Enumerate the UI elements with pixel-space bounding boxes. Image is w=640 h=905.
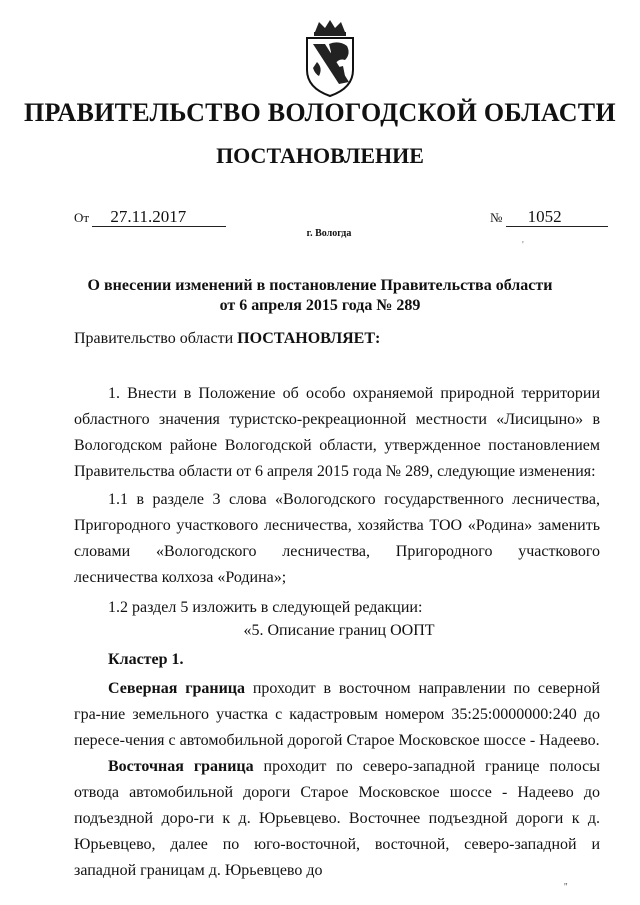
north-boundary-paragraph <box>74 676 600 754</box>
cluster-heading: Кластер 1. <box>108 651 184 668</box>
document-date <box>74 208 226 227</box>
tick-mark: ' <box>522 240 524 251</box>
decree-prefix: Правительство области <box>74 330 234 347</box>
decree-statement <box>74 330 380 348</box>
north-boundary-text: проходит в восточном направлении по северной гра-ние земельного участка с кадастровым номером 35:25:0000000:240 до пересе-чения с автомобильной дорогой Старое Московское шоссе - Надеево. <box>74 680 601 749</box>
date-prefix: От <box>74 210 90 225</box>
coat-of-arms-emblem <box>299 18 361 98</box>
section-heading: «5. Описание границ ООПТ <box>243 622 435 639</box>
city-label: г. Вологда <box>306 228 352 239</box>
document-subject <box>60 276 580 316</box>
subject-line-2: от 6 апреля 2015 года № 289 <box>219 297 421 314</box>
subject-line-1: О внесении изменений в постановление Правительства области <box>87 277 553 294</box>
date-value: 27.11.2017 <box>92 208 226 227</box>
east-boundary-text: проходит по северо-западной границе полосы отвода автомобильной дороги Старое Московское шоссе - Надеево до подъездной доро-ги к д. Юрьевцево. Восточнее подъездной дороги к д. Юрьевцево, далее по юго-восточной, восточной, северо-западной и западной границам д. Юрьевцево до <box>74 758 600 879</box>
government-title: ПРАВИТЕЛЬСТВО ВОЛОГОДСКОЙ ОБЛАСТИ <box>24 98 616 127</box>
east-boundary-label: Восточная граница <box>108 758 254 775</box>
document-type: ПОСТАНОВЛЕНИЕ <box>216 143 424 168</box>
north-boundary-label: Северная граница <box>108 680 246 697</box>
number-value: 1052 <box>506 208 608 227</box>
paragraph-1-1: 1.1 в разделе 3 слова «Вологодского государственного лесничества, Пригородного участкового лесничества, хозяйства ТОО «Родина» заменить словами «Вологодского лесничества, Пригородного участкового лесничества колхоза «Родина»; <box>74 491 600 586</box>
document-number <box>490 208 608 227</box>
paragraph-1: 1. Внести в Положение об особо охраняемой природной территории областного значения туристско-рекреационной местности «Лисицыно» в Вологодском районе Вологодской области, утвержденное постановлением Правительства области от 6 апреля 2015 года № 289, следующие изменения: <box>74 385 600 480</box>
footer-mark: '' <box>564 882 568 893</box>
number-prefix: № <box>490 210 503 225</box>
paragraph-1-2: 1.2 раздел 5 изложить в следующей редакции: <box>108 599 423 616</box>
east-boundary-paragraph <box>74 754 600 884</box>
decree-verb: ПОСТАНОВЛЯЕТ: <box>237 330 381 347</box>
